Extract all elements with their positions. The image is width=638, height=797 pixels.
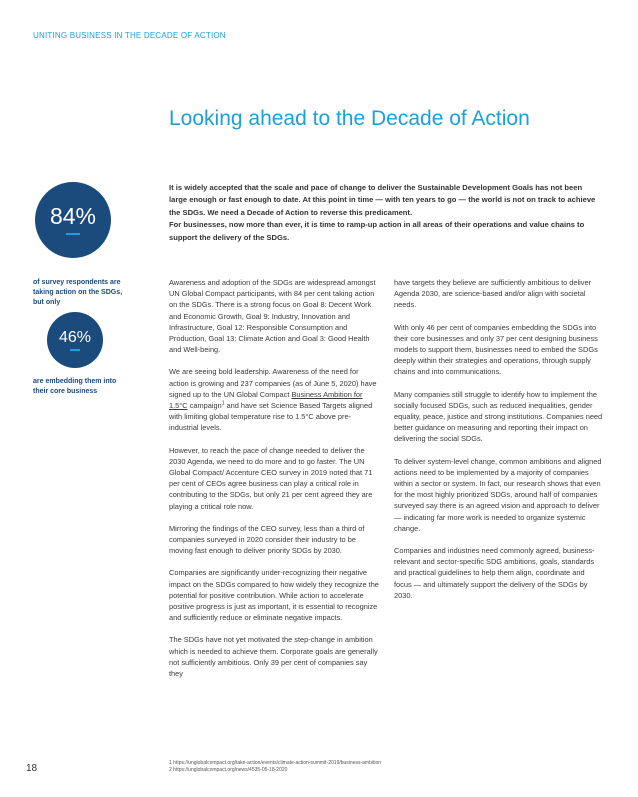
body-paragraph: Many companies still struggle to identify how to implement the socially focused SDGs, such as reduced inequalities, gender equality, peace, justice and strong institutions. Companies need better guidance on measuring and reporting their impact on delivering the social SDGs. xyxy=(394,389,603,444)
stat-underline xyxy=(66,233,80,235)
body-column-left xyxy=(169,277,379,690)
stat-circle-84 xyxy=(35,182,111,258)
body-paragraph: Companies and industries need commonly agreed, business-relevant and sector-specific SDG ambitions, goals, standards and practical guidelines to help them align, coordinate and focus — and ultimately support the delivery of the SDGs by 2030. xyxy=(394,546,595,600)
body-paragraph: The SDGs have not yet motivated the step-change in ambition which is needed to achieve them. Corporate goals are generally not sufficiently ambitious. Only 39 per cent of companies say they xyxy=(169,635,378,679)
body-paragraph: With only 46 per cent of companies embedding the SDGs into their core businesses and only 37 per cent designing business models to support them, businesses need to embed the SDGs deeply within their strategies and operations, through supply chains and into communications. xyxy=(394,322,598,377)
stat-circle-46 xyxy=(47,312,103,368)
body-paragraph: have targets they believe are sufficiently ambitious to deliver Agenda 2030, are science-based and/or align with societal needs. xyxy=(394,278,592,310)
stat-caption: are embedding them into their core business xyxy=(33,378,117,395)
footnotes xyxy=(169,760,381,774)
footnote-2: 2 https://unglobalcompact.org/news/4535-05-18-2020 xyxy=(169,767,288,773)
section-header-label: UNITING BUSINESS IN THE DECADE OF ACTION xyxy=(33,31,226,40)
intro-paragraph-1: It is widely accepted that the scale and pace of change to deliver the Sustainable Development Goals has not been large enough or fast enough to date. At this point in time — with ten years to go — the world is not on track to achieve the SDGs. We need a Decade of Action to reverse this predicament. xyxy=(169,183,596,217)
stat-caption: of survey respondents are taking action on the SDGs, but only xyxy=(33,279,123,306)
stat-value: 84% xyxy=(49,203,97,229)
page-number: 18 xyxy=(26,763,38,774)
body-paragraph: However, to reach the pace of change needed to deliver the 2030 Agenda, we need to do more and to go faster. The UN Global Compact/ Accenture CEO survey in 2019 noted that 71 per cent of CEOs agree business can play a critical role in contributing to the SDGs, but only 21 per cent agreed they are playing a critical role now. xyxy=(169,445,373,511)
body-paragraph: Companies are significantly under-recognizing their negative impact on the SDGs compared to how widely they recognize the potential for positive contribution. While action to accelerate positive progress is just as important, it is essential to recognize and sufficiently reduce or eliminate negative impacts. xyxy=(169,568,379,623)
business-ambition-link[interactable]: Business Ambition for 1.5°C xyxy=(169,389,363,411)
footnote-1: 1 https://unglobalcompact.org/take-action/events/climate-action-summit-2019/business-ambition xyxy=(169,760,382,766)
page-title: Looking ahead to the Decade of Action xyxy=(169,107,530,130)
stat-underline xyxy=(70,349,80,351)
intro-paragraph-2: For businesses, now more than ever, it is time to ramp-up action in all areas of their operations and value chains to support the delivery of the SDGs. xyxy=(169,220,585,242)
footnote-ref: 1 xyxy=(221,400,225,407)
body-paragraph: Mirroring the findings of the CEO survey, less than a third of companies surveyed in 2020 consider their industry to be moving fast enough to deliver priority SDGs by 2030. xyxy=(169,523,365,556)
body-paragraph: Awareness and adoption of the SDGs are widespread amongst UN Global Compact participants, with 84 per cent taking action on the SDGs. There is a strong focus on Goal 8: Decent Work and Economic Growth, Goal 9: Industry, Innovation and Infrastructure, Goal 12: Responsible Consumption and Production, Goal 13: Climate Action and Goal 3: Good Health and Well-being. xyxy=(169,278,376,355)
body-column-right xyxy=(394,277,604,612)
body-paragraph: To deliver system-level change, common ambitions and aligned actions need to be implemented by a majority of companies within a sector or system. In fact, our research shows that even for the most highly prioritized SDGs, around half of companies surveyed say there is an agreed vision and approach to deliver — indicating far more work is needed to organize systemic change. xyxy=(394,456,602,533)
stat-value: 46% xyxy=(58,328,92,346)
intro-block xyxy=(169,182,599,244)
body-paragraph: We are seeing bold leadership. Awareness of the need for action is growing and 237 companies (as of June 5, 2020) have signed up to the UN Global Compact Business Ambition for 1.5°C campaign$^1$ and have set Science Based Targets aligned with limiting global temperature rise to 1.5°C above pre-industrial levels. xyxy=(169,367,377,433)
